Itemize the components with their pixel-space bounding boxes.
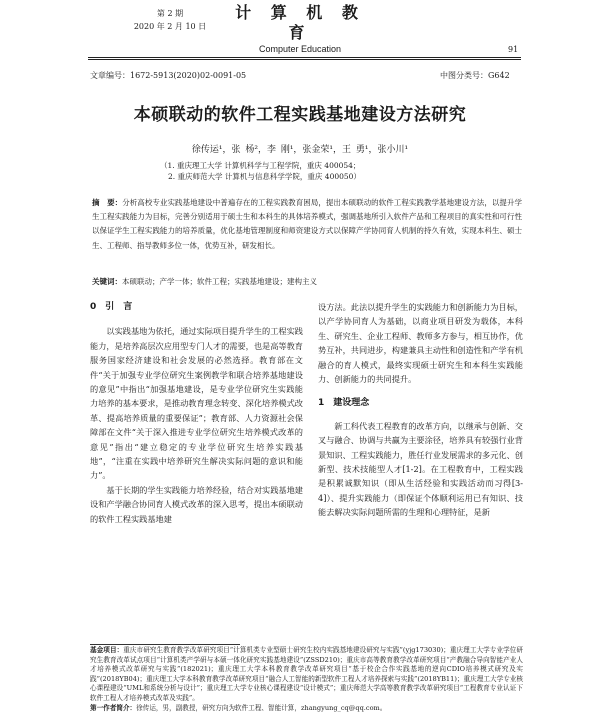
funding-text: 重庆市研究生教育教学改革研究项目“计算机类专业型硕士研究生校内实践基地建设研究与实践”(yjg173030)；重庆理工大学专业学位研究生教育改革试点项目“计算机类产学研与本硕一体化研究实践基地建设”(ZSSD210)；重庆市高等教育教学改革研究项目“产教融合导向智能产业人才培养模式改革研究与实践”(182021)；重庆理工大学本科教育教学改革研究项目“基于校企合作实践基地的逆向CDIO培养模式研究及实践”(2018YB04)；重庆理工大学本科教育教学改革研究项目“融合人工智能的新型软件工程人才培养探索与实践”(2018YB11)；重庆理工大学专业核心课程建设“UML和系统分析与设计”；重庆理工大学专业核心课程建设“设计模式”；重庆师范大学高等教育教学改革研究项目“工程教育专业认证下软件工程人才培养模式改革及实践”。 (90, 646, 524, 702)
first-author-label: 第一作者简介： (90, 703, 137, 712)
keywords-text: 本硕联动；产学一体；软件工程；实践基地建设；建构主义 (122, 277, 317, 286)
funding-note (90, 646, 523, 704)
issue-number: 第 2 期 (156, 9, 184, 18)
section-heading-1: 1 建设理念 (318, 398, 370, 409)
footnote (90, 646, 523, 713)
abstract (92, 196, 522, 253)
author-list: 徐传运¹，张 杨²，李 刚¹，张金荣¹，王 勇¹，张小川¹ (191, 145, 409, 155)
left-column (90, 300, 303, 526)
section-heading-intro: 0 引 言 (90, 302, 133, 312)
intro-paragraph-1: 以实践基地为依托，通过实际项目提升学生的工程实践能力，是培养高层次应用型专门人才的需要，也是高等教育服务国家经济建设和社会发展的必然选择。教育部在文件“关于加强专业学位研究生案例教学和联合培养基地建设的意见”中指出“加强基地建设，是专业学位研究生实践能力培养的基本要求，是推动教育理念转变、深化培养模式改革、提高培养质量的重要保证”；教育部、人力资源社会保障部在文件“关于深入推进专业学位研究生培养模式改革的意见”指出“建立稳定的专业学位研究生培养实践基地”，“注重在实践中培养研究生解决实际问题的意识和能力”。 (90, 326, 303, 481)
right-paragraph-1: 设方法。此法以提升学生的实践能力和创新能力为目标，以产学协同育人为基础，以商业项目研发为载体，本科生、研究生、企业工程师、教师多方参与，相互协作，优势互补，共同进步，构建兼具主动性和创造性和产学有机融合的育人模式，最终实现硕士研究生和本科生实践能力、创新能力的共同提升。 (318, 302, 523, 385)
first-author-text: 徐传运，男，副教授，研究方向为软件工程、智能计算，zhangyung_cq@qq.com。 (136, 703, 387, 712)
footnote-rule (90, 644, 240, 645)
section-1-paragraph: 新工科代表工程教育的改革方向，以继承与创新、交叉与融合、协调与共赢为主要涂径，培养具有较强行业背景知识、工程实践能力，胜任行业发展需求的多元化、创新型、技术技能型人才[1-2]。在工程教育中，工程实践是积累诚默知识（即从生活经验和实践活动而习得[3-4]）、提升实践能力（即保证个体顺利运用已有知识、技能去解决实际问题所需的生理和心理特征，是新 (318, 420, 523, 518)
journal-title-cn: 计 算 机 教 育 (235, 3, 365, 42)
running-header-center (230, 3, 370, 55)
right-column (318, 300, 523, 520)
keywords (92, 276, 522, 287)
affiliation-2: 2. 重庆师范大学 计算机与信息科学学院，重庆 400050） (168, 172, 361, 181)
header-rule-double (88, 59, 521, 60)
article-number: 文章编号：1672-5913(2020)02-0091-05 (90, 71, 247, 80)
abstract-text: 分析高校专业实践基地建设中普遍存在的工程实践教育困局，提出本硕联动的软件工程实践教学基地建设方法，以提升学生工程实践能力为目标，完善分别适用于硕士生和本科生的具体培养模式，强调基地所引入软件产品和工程项目的真实性和可行性以保证学生工程实践能力的培养质量，优化基地管理制度和师资建设方式以保障产学协同育人机制的持久有效，实现本科生、硕士生、工程师、指导教师多位一体，优势互补，研发相长。 (92, 198, 523, 250)
keywords-label: 关键词： (92, 277, 122, 286)
issue-date: 2020 年 2 月 10 日 (133, 22, 207, 31)
running-header-left (130, 7, 210, 33)
abstract-label: 摘 要： (92, 198, 123, 207)
paper-title: 本硕联动的软件工程实践基地建设方法研究 (133, 105, 467, 125)
header-rule (88, 57, 521, 58)
funding-label: 基金项目： (90, 646, 124, 654)
classification-number: 中图分类号：G642 (440, 71, 510, 80)
page-number: 91 (508, 45, 519, 54)
affiliation-1: （1. 重庆理工大学 计算机科学与工程学院，重庆 400054； (160, 161, 361, 170)
intro-paragraph-2: 基于长期的学生实践能力培养经验，结合对实践基地建设和产学融合协同育人模式改革的深入思考，提出本硕联动的软件工程实践基地建 (90, 484, 303, 524)
first-author-note (90, 704, 523, 714)
journal-title-en: Computer Education (258, 44, 342, 54)
